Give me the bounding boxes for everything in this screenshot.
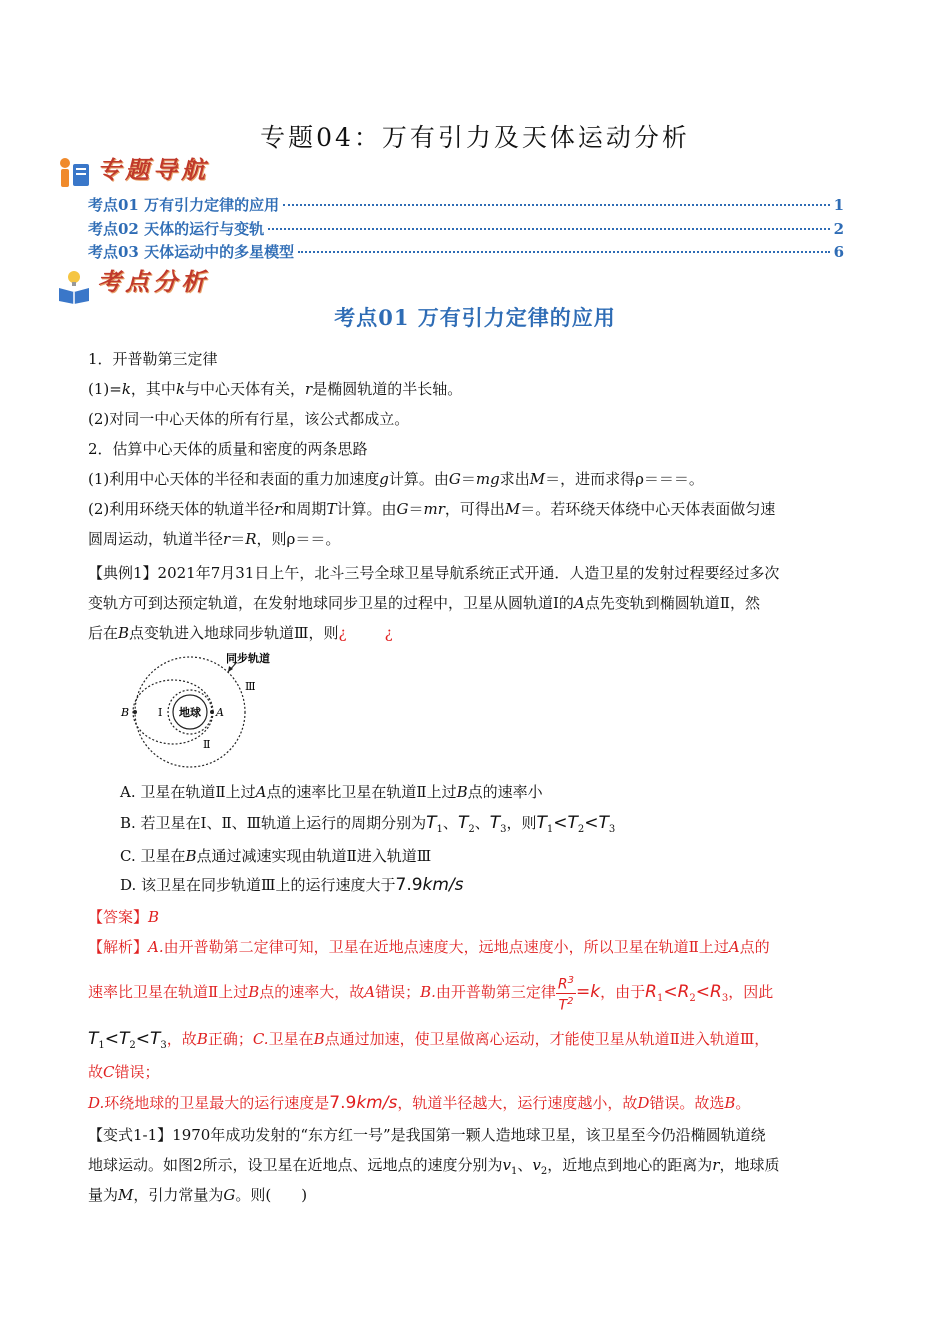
- toc-item-2[interactable]: 考点02 天体的运行与变轨 2: [88, 220, 844, 238]
- paragraph: (1)利用中心天体的半径和表面的重力加速度g计算。由G＝mg求出M＝，进而求得ρ＝＝＝。: [88, 470, 704, 488]
- option-c[interactable]: C. 卫星在B点通过减速实现由轨道Ⅱ进入轨道Ⅲ: [120, 847, 432, 865]
- paragraph: 2．估算中心天体的质量和密度的两条思路: [88, 440, 368, 458]
- section-heading: 考点01 万有引力定律的应用: [334, 305, 616, 330]
- example-line: 【典例1】2021年7月31日上午，北斗三号全球卫星导航系统正式开通．人造卫星的发射过程要经过多次: [88, 564, 780, 582]
- paragraph: (1)=k，其中k与中心天体有关，r是椭圆轨道的半长轴。: [88, 380, 463, 398]
- toc-item-3[interactable]: 考点03 天体运动中的多星模型 6: [88, 243, 844, 261]
- book-bulb-icon: [56, 268, 92, 304]
- paragraph: 1．开普勒第三定律: [88, 350, 218, 368]
- label-II: Ⅱ: [203, 738, 211, 751]
- analysis-banner: [56, 262, 209, 304]
- analysis-line: 速率比卫星在轨道Ⅱ上过B点的速率大，故A错误；B.由开普勒第三定律 $\frac{R^3}{T^2}$ =k，由于$R_1<R_2<R_3$，因此: [88, 974, 774, 1014]
- variant-line: 【变式1-1】1970年成功发射的“东方红一号”是我国第一颗人造地球卫星，该卫星至今仍沿椭圆轨道绕: [88, 1126, 766, 1144]
- answer: 【答案】B: [88, 908, 160, 926]
- label-I: Ⅰ: [158, 706, 163, 719]
- label-B: B: [121, 706, 130, 719]
- variant-line: 量为M，引力常量为G。则( ): [88, 1186, 308, 1204]
- kepler-fraction: $\frac{R^3}{T^2}$: [557, 974, 575, 1014]
- analysis-line: $T_1<T_2<T_3$，故B正确；C.卫星在B点通过加速，使卫星做离心运动，才能使卫星从轨道Ⅱ进入轨道Ⅲ，: [88, 1029, 770, 1051]
- analysis-banner-text: 考点分析: [97, 268, 210, 296]
- label-III: Ⅲ: [245, 680, 256, 693]
- example-line: 变轨方可到达预定轨道，在发射地球同步卫星的过程中，卫星从圆轨道Ⅰ的A点先变轨到椭圆轨道Ⅱ，然: [88, 594, 760, 612]
- label-sync-orbit: 同步轨道: [226, 652, 270, 665]
- paragraph: (2)对同一中心天体的所有行星，该公式都成立。: [88, 410, 410, 428]
- label-earth: 地球: [179, 706, 201, 719]
- analysis-line: 故C错误；: [88, 1063, 160, 1081]
- example-line: 后在B点变轨进入地球同步轨道Ⅲ，则¿ ¿: [88, 624, 393, 642]
- label-A: A: [216, 706, 224, 719]
- orbit-diagram: [115, 650, 290, 768]
- toc-item-1[interactable]: 考点01 万有引力定律的应用 1: [88, 196, 844, 214]
- analysis-line: D.环绕地球的卫星最大的运行速度是7.9km/s，轨道半径越大，运行速度越小，故D错误。故选B。: [88, 1093, 751, 1113]
- analysis-line: 【解析】A.由开普勒第二定律可知，卫星在近地点速度大，远地点速度小，所以卫星在轨道Ⅱ上过A点的: [88, 938, 770, 956]
- option-b[interactable]: B. 若卫星在Ⅰ、Ⅱ、Ⅲ轨道上运行的周期分别为$T_1$、$T_2$、$T_3$，则$T_1<T_2<T_3$: [120, 813, 616, 835]
- paragraph: (2)利用环绕天体的轨道半径r和周期T计算。由G＝mr，可得出M＝。若环绕天体绕中心天体表面做匀速: [88, 500, 776, 518]
- nav-banner: [56, 150, 209, 192]
- option-d[interactable]: D. 该卫星在同步轨道Ⅲ上的运行速度大于7.9km/s: [120, 875, 464, 895]
- option-a[interactable]: A. 卫星在轨道Ⅱ上过A点的速率比卫星在轨道Ⅱ上过B点的速率小: [120, 783, 543, 801]
- paragraph: 圆周运动，轨道半径r＝R，则ρ＝＝。: [88, 530, 341, 548]
- nav-banner-text: 专题导航: [97, 156, 210, 184]
- page-title: 专题04：万有引力及天体运动分析: [260, 123, 690, 152]
- person-icon: [56, 156, 92, 192]
- variant-line: 地球运动。如图2所示，设卫星在近地点、远地点的速度分别为$v_1$、$v_2$，近地点到地心的距离为r，地球质: [88, 1156, 780, 1177]
